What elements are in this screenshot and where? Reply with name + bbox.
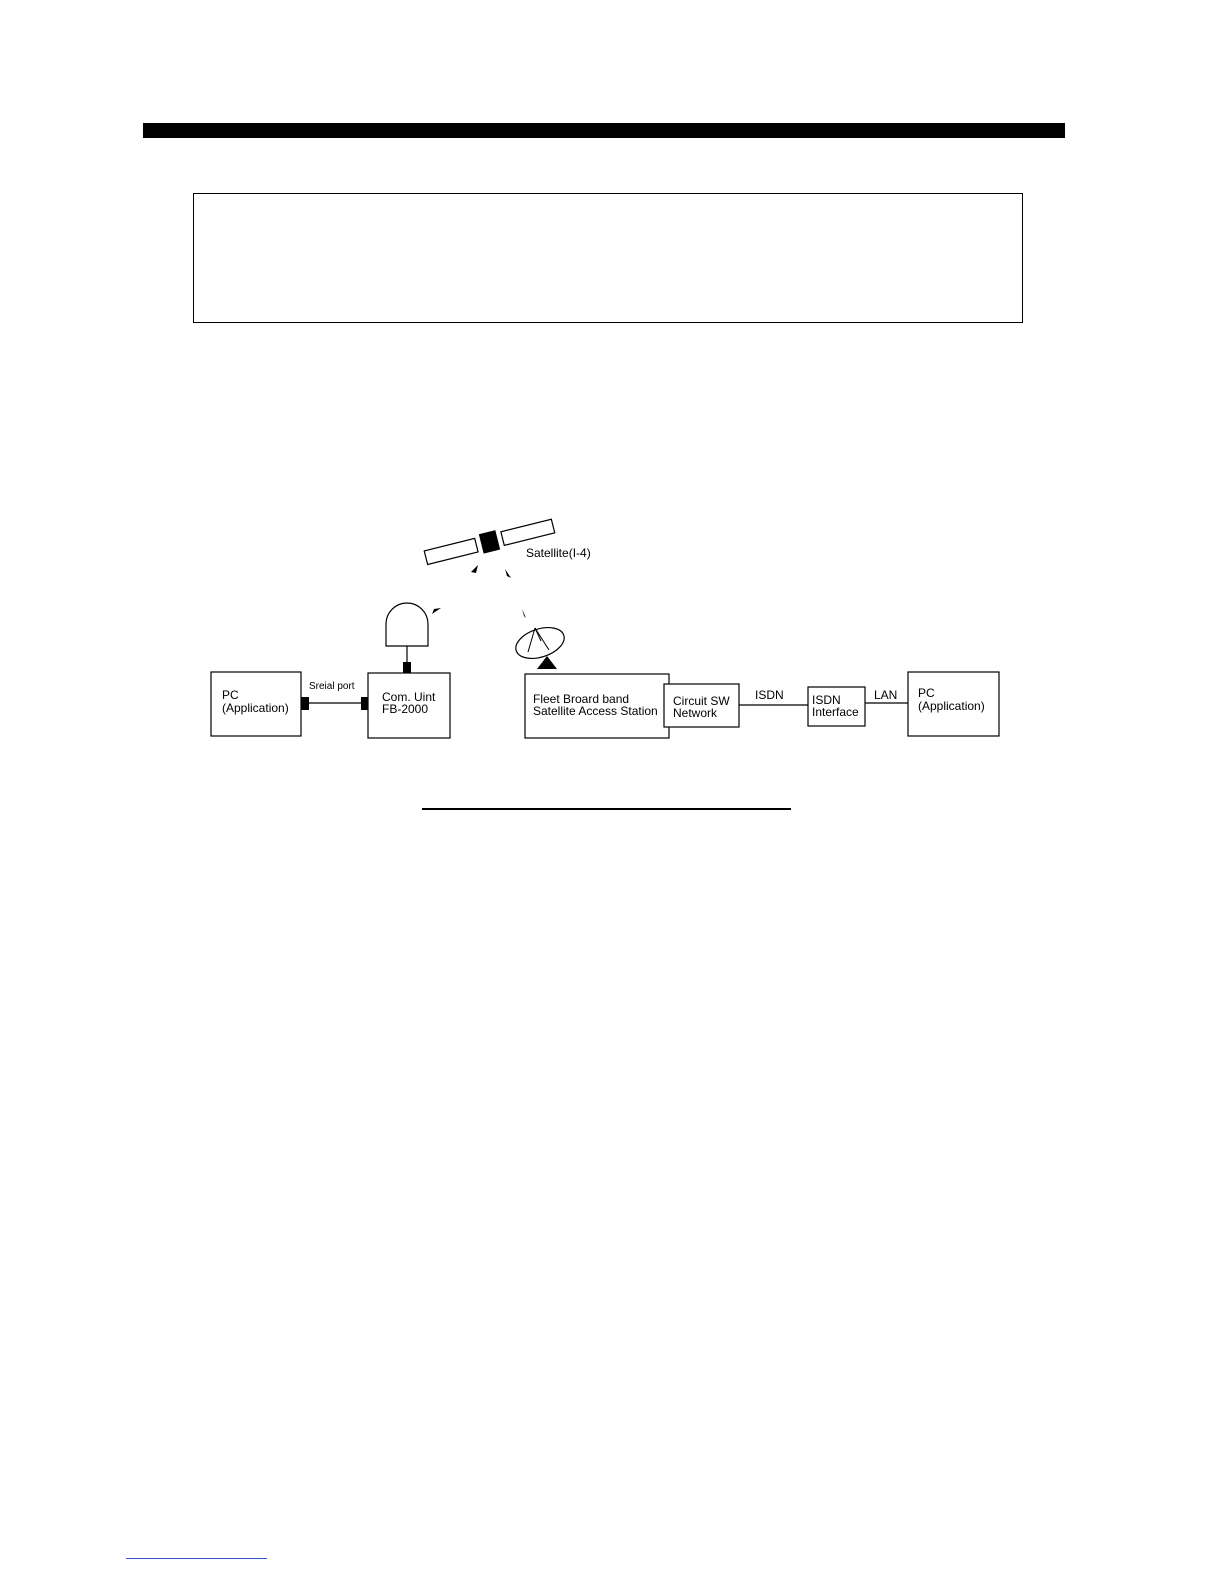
signal-arrow-icon — [522, 609, 526, 618]
pc-right-line2: (Application) — [918, 699, 985, 713]
pc-left-line1: PC — [222, 688, 239, 702]
isdn-interface-line2: Interface — [812, 705, 859, 719]
com-unit-line1: Com. Uint — [382, 690, 436, 704]
footer-link-underline — [126, 1558, 267, 1559]
satellite-label: Satellite(I-4) — [526, 546, 591, 560]
signal-arrow-icon — [471, 565, 478, 573]
isdn-interface-line1: ISDN — [812, 693, 841, 707]
pc-right-line1: PC — [918, 686, 935, 700]
circuit-sw-line2: Network — [673, 706, 718, 720]
serial-port-label: Sreial port — [309, 681, 355, 692]
access-station-line1: Fleet Broard band — [533, 692, 630, 706]
caption-underline — [422, 808, 791, 810]
access-station-line2: Satellite Access Station — [533, 704, 658, 718]
com-unit-line2: FB-2000 — [382, 702, 429, 716]
pc-left-line2: (Application) — [222, 701, 289, 715]
signal-arrow-icon — [432, 608, 441, 614]
lan-label: LAN — [874, 688, 898, 702]
signal-arrow-icon — [505, 569, 511, 578]
ship-antenna-icon — [386, 603, 428, 673]
isdn-link-label: ISDN — [755, 688, 784, 702]
serial-connector-icon — [301, 697, 309, 710]
dish-antenna-icon — [512, 622, 568, 669]
circuit-sw-line1: Circuit SW — [673, 694, 730, 708]
